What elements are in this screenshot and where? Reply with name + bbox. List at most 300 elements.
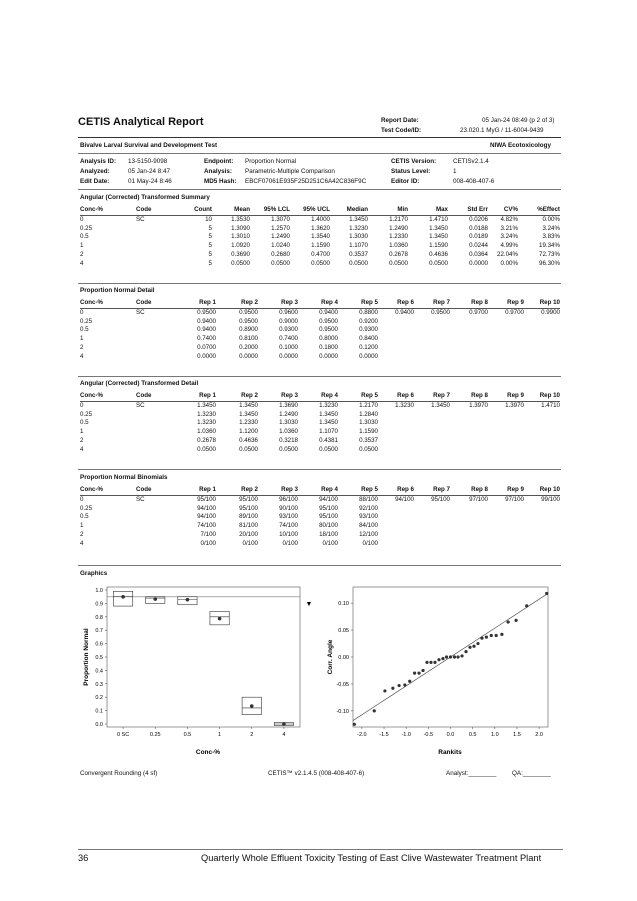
data-point [525,604,528,607]
table-cell [524,531,560,540]
data-point [507,620,510,623]
column-header: Rep 4 [321,486,338,493]
data-point [429,661,432,664]
table-cell [524,344,560,353]
table-cell [136,411,178,420]
table-cell: 0.9200 [359,317,378,325]
column-header: Rep 3 [281,486,298,493]
table-cell: 1.3450 [197,401,216,409]
y-tick-label: 0.6 [95,641,103,648]
y-tick-label: 0.3 [95,681,103,688]
section-title: Angular (Corrected) Transformed Detail [80,380,199,387]
table-cell: 12/100 [359,530,378,538]
data-point [413,672,416,675]
data-point [490,634,493,637]
mean-point [153,597,157,601]
y-tick-label: 0.1 [95,708,103,715]
table-cell: 4 [80,259,84,267]
table-cell: 0.2000 [239,343,258,351]
table-cell [136,505,178,514]
x-tick-label: -2.0 [357,732,367,738]
table-cell: 1.3620 [311,224,330,232]
table-cell: 97/100 [469,495,488,503]
table-cell: 0.1800 [319,343,338,351]
table-cell: 97/100 [505,495,524,503]
md5-value: EBCF07061E935F25D251C6A42C836F9C [245,178,367,185]
column-header: Rep 1 [199,486,216,493]
md5-label: MD5 Hash: [204,178,237,185]
table-cell: 0.9900 [541,308,560,316]
table-cell: 95/100 [239,504,258,512]
table-cell: 1.3230 [349,224,368,232]
x-tick-label: 0.5 [468,732,477,738]
table-cell [524,353,560,362]
analysis-value: Parametric-Multiple Comparison [245,168,335,175]
data-point [480,637,483,640]
table-cell: 74/100 [279,522,298,530]
y-tick-label: 0.5 [95,655,103,661]
table-cell: 0.8400 [359,335,378,343]
table-cell [488,522,524,531]
table-cell [450,353,488,362]
table-row [80,495,560,504]
column-header: Rep 8 [471,392,488,399]
table-cell [488,513,524,522]
table-cell: 1.1590 [359,428,378,436]
table-cell: 0 [80,401,84,409]
table-cell: 90/100 [279,504,298,512]
table-cell [524,428,560,437]
table-cell: 4.82% [500,215,518,223]
table-cell: 94/100 [197,513,216,521]
table-cell: 1 [80,335,84,343]
table-cell [524,326,560,335]
column-header: Rep 7 [433,392,450,399]
table-cell: 0.0000 [359,352,378,360]
table-cell: 0.9300 [279,326,298,334]
table-cell: 95/100 [319,504,338,512]
table-cell: 0.25 [80,317,93,325]
data-point [468,646,471,649]
table-cell: 0.0000 [279,352,298,360]
table-cell [488,531,524,540]
y-tick-label: -0.10 [336,708,349,715]
software-version: CETIS™ v2.1.4.5 (008-408-407-6) [268,770,365,777]
table-cell: 99/100 [541,495,560,503]
table-cell [488,540,524,549]
table-cell [378,505,414,514]
data-point [353,723,356,726]
column-header: Code [136,299,152,306]
table-cell: 1.1590 [429,242,448,250]
column-header: Rep 5 [361,486,378,493]
table-cell [136,513,178,522]
column-header: Rep 9 [507,299,524,306]
table-cell: 0.8900 [239,326,258,334]
report-title: CETIS Analytical Report [78,116,204,128]
section-title: Proportion Normal Binomials [80,474,168,481]
table-cell [136,531,178,540]
x-tick-label: 1.5 [513,732,521,738]
table-cell: 0.0244 [469,242,488,250]
table-cell: 20/100 [239,530,258,538]
table-cell: 1.2490 [271,233,290,241]
table-cell: 0.9500 [239,317,258,325]
table-cell: 1.3010 [231,233,250,241]
table-cell [136,251,178,260]
table-cell [488,411,524,420]
column-header: Rep 5 [361,392,378,399]
table-cell [524,505,560,514]
column-header: CV% [503,206,518,213]
column-header: Mean [234,206,250,213]
table-cell: 72.73% [539,250,560,258]
table-cell: 1.3450 [349,215,368,223]
data-point [417,672,420,675]
table-cell: 18/100 [319,530,338,538]
data-point [485,635,488,638]
table-cell [378,540,414,549]
table-cell [450,540,488,549]
table-cell [488,446,524,455]
column-header: Rep 1 [199,392,216,399]
data-point [456,655,459,658]
data-point [472,645,475,648]
table-cell [414,411,450,420]
plot-frame [107,587,300,727]
data-point [449,655,452,658]
table-row [80,251,560,260]
mean-point [121,595,125,599]
analyzed-value: 05 Jan-24 8:47 [128,168,171,175]
y-tick-label: 0.4 [95,668,103,675]
table-cell: 1.3030 [279,419,298,427]
status-level-value: 1 [453,168,457,175]
table-cell: 0.0500 [231,259,250,267]
edit-date-value: 01 May-24 8:46 [128,178,172,185]
x-tick-label: -1.0 [401,732,411,738]
endpoint-value: Proportion Normal [245,158,297,165]
table-row [80,335,560,344]
table-cell [414,513,450,522]
table-row [80,513,560,522]
table-cell: 1.3970 [505,401,524,409]
table-cell [378,522,414,531]
y-axis-label: Corr. Angle [327,639,334,675]
y-axis-label: Proportion Normal [83,628,90,686]
table-cell: 1.1070 [349,242,368,250]
table-cell [136,260,178,269]
table-cell [450,522,488,531]
table-cell: 80/100 [319,522,338,530]
table-cell [378,531,414,540]
table-cell [378,513,414,522]
table-cell: 0.0188 [469,224,488,232]
table-cell: 0.25 [80,224,93,232]
divider [78,469,561,470]
table-cell: 1.3230 [395,401,414,409]
table-cell: 0.9300 [359,326,378,334]
y-tick-label: 0.2 [95,695,103,702]
table-cell [136,344,178,353]
table-cell [414,540,450,549]
table-cell: 0.0500 [311,259,330,267]
column-header: Rep 10 [539,299,560,306]
table-cell [378,318,414,327]
table-cell: 1.2330 [389,233,408,241]
table-cell: 4 [80,445,84,453]
table-cell: 1.3450 [431,401,450,409]
y-tick-label: -0.05 [336,681,349,688]
table-cell [488,335,524,344]
table-cell: 0/100 [362,539,378,547]
x-tick-label: 0.5 [183,732,192,738]
data-point [437,658,440,661]
table-cell: 0.0000 [197,352,216,360]
table-cell: 93/100 [359,513,378,521]
table-cell: 0.9500 [197,308,216,316]
table-cell: 0.0500 [319,445,338,453]
table-cell [450,505,488,514]
column-header: Rep 4 [321,392,338,399]
qq-plot-chart [320,582,560,762]
table-header-row [80,486,560,495]
table-cell [524,411,560,420]
data-point [383,689,386,692]
table-cell: SC [136,308,145,316]
table-cell: 0.9400 [197,317,216,325]
table-cell: 0.8000 [319,335,338,343]
table-cell: 89/100 [239,513,258,521]
table-cell: 0.5 [80,513,89,521]
table-cell: 0.0700 [197,343,216,351]
table-cell: 1.0360 [197,428,216,436]
edit-date-label: Edit Date: [80,178,110,185]
table-cell: 0.5 [80,233,89,241]
table-cell: 1.2840 [359,410,378,418]
table-cell: 81/100 [239,522,258,530]
table-cell: 1.0920 [231,242,250,250]
data-point [445,655,448,658]
table-cell: 0.0500 [239,445,258,453]
column-header: Rep 5 [361,299,378,306]
table-row [80,411,560,420]
column-header: Rep 6 [397,392,414,399]
table-row [80,531,560,540]
status-level-label: Status Level: [391,168,431,175]
table-cell [450,326,488,335]
column-header: Conc-% [80,206,104,213]
column-header: %Effect [537,206,560,213]
table-cell [450,531,488,540]
table-cell: 0.0000 [319,352,338,360]
table-row [80,215,560,224]
column-header: Min [397,206,408,213]
table-cell [414,531,450,540]
data-point [421,669,424,672]
table-cell [414,505,450,514]
table-cell: 0.4700 [311,250,330,258]
table-cell: 1.3450 [239,401,258,409]
table-cell: 5 [208,259,212,267]
table-cell [378,411,414,420]
data-point [397,684,400,687]
table-cell [524,419,560,428]
table-cell: 0.9400 [197,326,216,334]
column-header: Code [136,206,152,213]
x-tick-label: 0 SC [116,732,130,738]
table-cell: 1.3450 [429,224,448,232]
table-cell [414,353,450,362]
y-tick-label: 1.0 [95,588,103,594]
test-name: Bivalve Larval Survival and Development Test [80,142,218,149]
table-cell: 0.0500 [279,445,298,453]
table-cell [524,540,560,549]
table-cell [378,428,414,437]
table-row [80,446,560,455]
table-cell: 1 [80,522,84,530]
table-cell: 4.99% [500,242,518,250]
table-row [80,437,560,446]
column-header: 95% LCL [263,206,290,213]
column-header: Conc-% [80,299,104,306]
table-cell [136,326,178,335]
table-cell [414,522,450,531]
table-cell [414,318,450,327]
x-tick-label: 0.0 [446,732,455,738]
table-row [80,344,560,353]
table-row [80,318,560,327]
table-cell [136,522,178,531]
table-cell: 1.4710 [541,401,560,409]
endpoint-label: Endpoint: [204,158,234,165]
table-cell: 0.4636 [239,436,258,444]
box-mark [113,591,132,606]
table-cell: 92/100 [359,504,378,512]
table-row [80,540,560,549]
table-cell: 0.9600 [279,308,298,316]
table-cell [378,419,414,428]
table-cell: 0.0500 [429,259,448,267]
table-cell: 7/100 [200,530,216,538]
x-tick-label: 2.0 [535,732,543,738]
table-cell [450,446,488,455]
column-header: Code [136,392,152,399]
table-cell: 1.4710 [429,215,448,223]
table-cell: 95/100 [197,495,216,503]
table-cell: 0.9400 [395,308,414,316]
x-tick-label: 1.0 [490,732,499,738]
column-header: Rep 2 [241,299,258,306]
table-cell: 0 [80,308,84,316]
section-title: Angular (Corrected) Transformed Summary [80,194,210,201]
table-cell: 0.0364 [469,250,488,258]
table-cell: 1.2170 [359,401,378,409]
divider [78,565,561,566]
table-cell: 1.1590 [311,242,330,250]
analyst-signature: Analyst:________ [446,770,497,777]
table-cell [378,353,414,362]
table-cell [378,335,414,344]
table-cell [136,233,178,242]
column-header: Count [194,206,212,213]
table-cell: 0 [80,495,84,503]
divider [78,376,561,377]
page-number: 36 [78,853,89,863]
table-cell: 0.0500 [389,259,408,267]
table-cell: 2 [80,436,84,444]
column-header: Rep 10 [539,392,560,399]
table-cell: 96.30% [539,259,560,267]
table-cell: 1.2170 [389,215,408,223]
table-cell [136,335,178,344]
table-cell: 95/100 [239,495,258,503]
table-row [80,505,560,514]
table-row [80,353,560,362]
table-cell: 0.2678 [197,436,216,444]
table-cell: 19.34% [539,242,560,250]
table-cell: 1 [80,428,84,436]
table-cell: 1.3090 [231,224,250,232]
column-header: Max [435,206,448,213]
mean-point [218,617,222,621]
qa-signature: QA:________ [512,770,551,777]
data-point [500,633,503,636]
table-cell: 0.9700 [469,308,488,316]
table-cell: 0.0000 [469,259,488,267]
column-header: Rep 2 [241,392,258,399]
x-tick-label: 4 [282,732,286,738]
mean-point [250,704,254,708]
table-cell: 2 [80,343,84,351]
table-cell: 0.3537 [359,436,378,444]
column-header: Rep 3 [281,299,298,306]
table-cell: 1.0360 [389,242,408,250]
table-cell: 0.0206 [469,215,488,223]
table-cell: 1.0360 [279,428,298,436]
table-row [80,522,560,531]
table-cell: 3.83% [542,233,560,241]
column-header: Median [346,206,368,213]
y-tick-label: 0.05 [338,628,349,635]
table-cell: 96/100 [279,495,298,503]
data-point [373,709,376,712]
table-cell: 0.3690 [231,250,250,258]
table-cell: 0.3218 [279,436,298,444]
proportion-detail-table [80,299,560,362]
data-point [476,642,479,645]
x-axis-label: Rankits [438,749,462,756]
table-cell: 0.4636 [429,250,448,258]
table-row [80,260,560,269]
table-cell: 1.3970 [469,401,488,409]
data-point [460,654,463,657]
table-cell [450,513,488,522]
table-header-row [80,206,560,215]
table-cell: 1.3030 [359,419,378,427]
table-cell: 0.0500 [359,445,378,453]
table-cell: 84/100 [359,522,378,530]
table-cell: 2 [80,250,84,258]
table-cell: 1.3690 [279,401,298,409]
footer-divider [78,849,563,850]
section-title: Proportion Normal Detail [80,287,155,294]
table-header-row [80,299,560,308]
table-cell: 5 [208,250,212,258]
table-cell: SC [136,495,145,503]
table-cell: 0.0500 [349,259,368,267]
table-cell [488,419,524,428]
